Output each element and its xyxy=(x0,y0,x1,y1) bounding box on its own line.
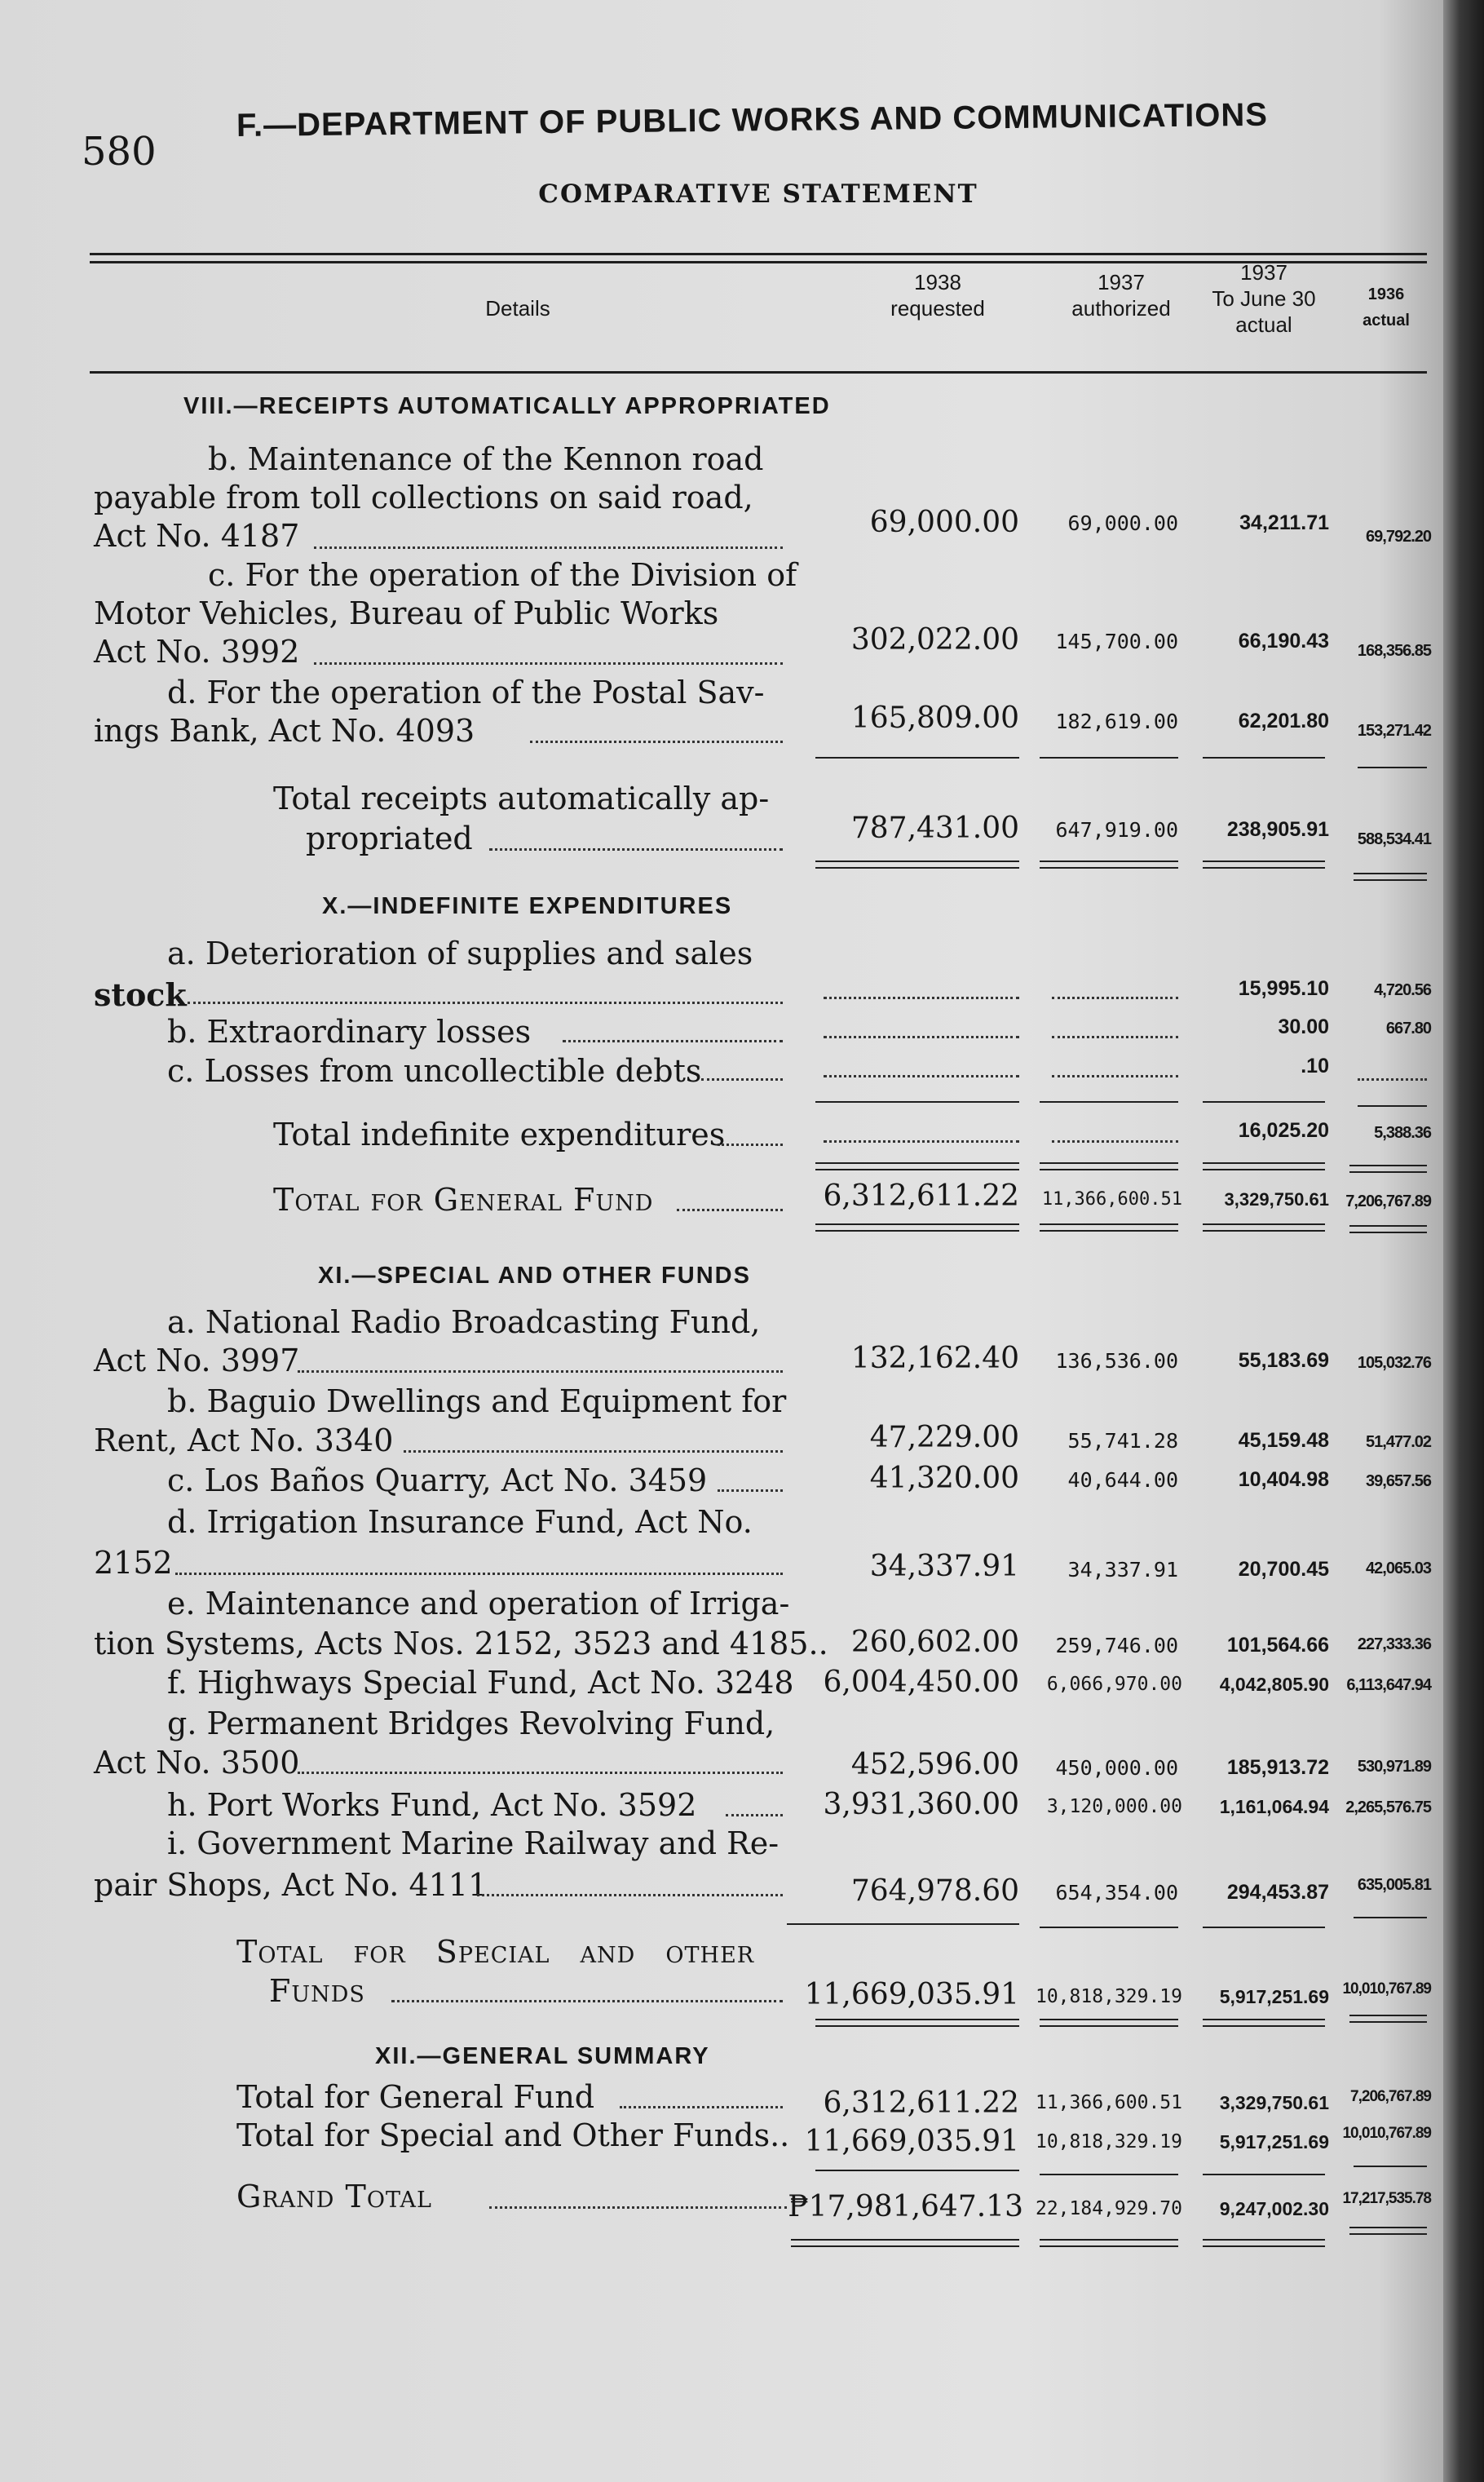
cell-grand-total-1938: ₱17,981,647.13 xyxy=(788,2190,1023,2223)
rule xyxy=(1203,1230,1325,1232)
section-title-x: X.—INDEFINITE EXPENDITURES xyxy=(322,893,733,919)
cell-xi-f-1936-actual: 6,113,647.94 xyxy=(1346,1676,1431,1694)
rule xyxy=(1203,2174,1325,2175)
cell-sum-general-1937-authorized: 11,366,600.51 xyxy=(1035,2092,1182,2113)
leader-dots xyxy=(1052,1140,1178,1143)
cell-x-c-1937-actual: .10 xyxy=(1301,1055,1329,1077)
cell-special-total-1938: 11,669,035.91 xyxy=(804,1978,1019,2011)
row-xi-e-line1: e. Maintenance and operation of Irriga- xyxy=(167,1586,790,1621)
leader-dots xyxy=(620,2106,783,2108)
row-xi-f-line1: f. Highways Special Fund, Act No. 3248 xyxy=(167,1665,794,1701)
row-viii-b-line1: b. Maintenance of the Kennon road xyxy=(208,441,764,477)
leader-dots xyxy=(175,1573,783,1575)
cell-xi-f-1937-actual: 4,042,805.90 xyxy=(1219,1674,1329,1695)
row-viii-c-line3: Act No. 3992 xyxy=(94,634,300,670)
cell-viii-d-1936-actual: 153,271.42 xyxy=(1357,722,1431,740)
rule xyxy=(815,2019,1019,2020)
rule xyxy=(1203,2019,1325,2020)
page-subheader: COMPARATIVE STATEMENT xyxy=(538,179,978,209)
row-grand-total-label: Grand Total xyxy=(236,2179,432,2214)
leader-dots xyxy=(298,1370,783,1373)
rule xyxy=(1040,1230,1178,1232)
cell-viii-b-1936-actual: 69,792.20 xyxy=(1366,528,1431,546)
row-xi-c-line1: c. Los Baños Quarry, Act No. 3459 xyxy=(167,1462,708,1498)
page-header: F.—DEPARTMENT OF PUBLIC WORKS AND COMMUNICATIONS xyxy=(236,96,1269,144)
cell-sum-special-1937-authorized: 10,818,329.19 xyxy=(1035,2131,1182,2152)
leader-dots xyxy=(824,997,1019,999)
cell-viii-d-1937-actual: 62,201.80 xyxy=(1238,710,1329,732)
header-top-rule xyxy=(90,253,1427,255)
rule xyxy=(1349,2233,1427,2235)
leader-dots xyxy=(563,1040,783,1042)
row-viii-b-line2: payable from toll collections on said road, xyxy=(94,480,753,515)
rule xyxy=(815,861,1019,862)
column-header-1938-requested: 1938 requested xyxy=(890,270,985,321)
cell-xi-d-1938: 34,337.91 xyxy=(869,1550,1019,1583)
rule xyxy=(1203,757,1325,759)
row-sum-general-label: Total for General Fund xyxy=(236,2079,595,2115)
row-xi-g-line1: g. Permanent Bridges Revolving Fund, xyxy=(167,1706,775,1741)
cell-xi-b-1937-authorized: 55,741.28 xyxy=(1067,1429,1178,1453)
cell-grand-total-1936-actual: 17,217,535.78 xyxy=(1342,2190,1431,2207)
cell-viii-total-1937-authorized: 647,919.00 xyxy=(1055,818,1178,842)
cell-xi-h-1936-actual: 2,265,576.75 xyxy=(1345,1798,1431,1816)
row-viii-c-line2: Motor Vehicles, Bureau of Public Works xyxy=(94,595,719,631)
cell-xi-a-1937-actual: 55,183.69 xyxy=(1238,1349,1329,1372)
leader-dots xyxy=(298,1772,783,1774)
leader-dots xyxy=(404,1450,783,1453)
cell-viii-total-1936-actual: 588,534.41 xyxy=(1357,830,1431,848)
row-general-fund-label: Total for General Fund xyxy=(273,1182,654,1218)
cell-grand-total-1937-actual: 9,247,002.30 xyxy=(1219,2198,1329,2219)
rule xyxy=(815,1230,1019,1232)
rule xyxy=(1040,2019,1178,2020)
page-binding-edge xyxy=(1443,0,1484,2482)
cell-viii-d-1937-authorized: 182,619.00 xyxy=(1055,710,1178,733)
cell-xi-g-1937-actual: 185,913.72 xyxy=(1226,1756,1329,1779)
section-title-xii: XII.—GENERAL SUMMARY xyxy=(375,2043,710,2069)
column-header-details: Details xyxy=(485,296,550,321)
leader-dots xyxy=(1052,1075,1178,1077)
rule xyxy=(815,1101,1019,1103)
row-viii-d-line2: ings Bank, Act No. 4093 xyxy=(94,713,475,749)
row-xi-i-line1: i. Government Marine Railway and Re- xyxy=(167,1825,780,1861)
cell-xi-i-1937-actual: 294,453.87 xyxy=(1226,1881,1329,1904)
cell-xi-c-1937-actual: 10,404.98 xyxy=(1238,1468,1329,1491)
cell-xi-i-1936-actual: 635,005.81 xyxy=(1357,1876,1431,1894)
cell-viii-c-1937-actual: 66,190.43 xyxy=(1238,630,1329,653)
leader-dots xyxy=(188,1002,783,1004)
rule xyxy=(815,2025,1019,2027)
cell-xi-g-1936-actual: 530,971.89 xyxy=(1357,1758,1431,1776)
row-xi-b-line1: b. Baguio Dwellings and Equipment for xyxy=(167,1383,787,1419)
cell-xi-e-1938: 260,602.00 xyxy=(850,1626,1019,1659)
rule xyxy=(1203,2239,1325,2241)
rule xyxy=(815,757,1019,759)
cell-xi-d-1936-actual: 42,065.03 xyxy=(1366,1560,1431,1577)
cell-sum-special-1938: 11,669,035.91 xyxy=(804,2125,1019,2158)
cell-xi-b-1936-actual: 51,477.02 xyxy=(1366,1433,1431,1451)
rule xyxy=(1203,1162,1325,1164)
leader-dots xyxy=(701,1078,783,1081)
row-special-total-line2: Funds xyxy=(269,1973,365,2009)
cell-xi-h-1937-actual: 1,161,064.94 xyxy=(1219,1796,1329,1817)
rule xyxy=(1349,1171,1427,1173)
leader-dots xyxy=(718,1144,783,1146)
rule xyxy=(815,867,1019,869)
cell-xi-c-1936-actual: 39,657.56 xyxy=(1366,1472,1431,1490)
cell-special-total-1937-actual: 5,917,251.69 xyxy=(1219,1986,1329,2007)
rule xyxy=(1040,867,1178,869)
row-xi-i-line2: pair Shops, Act No. 4111 xyxy=(94,1867,488,1903)
rule xyxy=(815,1162,1019,1164)
rule xyxy=(1040,1101,1178,1103)
column-header-1936-actual: 1936 actual xyxy=(1363,285,1410,330)
cell-viii-c-1938: 302,022.00 xyxy=(850,623,1019,657)
cell-general-fund-1937-actual: 3,329,750.61 xyxy=(1224,1189,1329,1210)
cell-xi-c-1937-authorized: 40,644.00 xyxy=(1067,1468,1178,1492)
rule xyxy=(1349,1225,1427,1227)
cell-xi-e-1937-actual: 101,564.66 xyxy=(1226,1634,1329,1657)
cell-xi-a-1937-authorized: 136,536.00 xyxy=(1055,1349,1178,1373)
rule xyxy=(1349,2015,1427,2016)
rule xyxy=(1040,757,1178,759)
rule xyxy=(787,1923,1019,1925)
rule xyxy=(1349,1232,1427,1233)
leader-dots xyxy=(530,741,783,743)
rule xyxy=(1203,1927,1325,1928)
row-sum-special-label: Total for Special and Other Funds.. xyxy=(236,2117,790,2153)
rule xyxy=(1203,1223,1325,1225)
cell-xi-g-1937-authorized: 450,000.00 xyxy=(1055,1756,1178,1780)
row-x-a-line2: stock xyxy=(94,976,187,1013)
cell-xi-d-1937-actual: 20,700.45 xyxy=(1238,1558,1329,1581)
cell-sum-general-1936-actual: 7,206,767.89 xyxy=(1350,2088,1431,2105)
row-xi-h-line1: h. Port Works Fund, Act No. 3592 xyxy=(167,1787,697,1823)
cell-sum-general-1938: 6,312,611.22 xyxy=(823,2086,1019,2120)
cell-viii-c-1937-authorized: 145,700.00 xyxy=(1055,630,1178,653)
rule xyxy=(1203,1169,1325,1170)
cell-viii-c-1936-actual: 168,356.85 xyxy=(1357,642,1431,660)
section-title-xi: XI.—SPECIAL AND OTHER FUNDS xyxy=(318,1263,751,1289)
cell-sum-special-1937-actual: 5,917,251.69 xyxy=(1219,2131,1329,2152)
cell-xi-f-1938: 6,004,450.00 xyxy=(823,1666,1019,1699)
column-header-1937-authorized: 1937 authorized xyxy=(1071,270,1171,321)
rule xyxy=(791,2245,1019,2247)
rule xyxy=(791,2239,1019,2241)
rule xyxy=(1354,879,1427,881)
row-viii-c-line1: c. For the operation of the Division of xyxy=(208,557,797,593)
rule xyxy=(1040,2239,1178,2241)
cell-general-fund-1937-authorized: 11,366,600.51 xyxy=(1041,1189,1182,1210)
cell-xi-d-1937-authorized: 34,337.91 xyxy=(1067,1558,1178,1582)
row-x-b-line1: b. Extraordinary losses xyxy=(167,1014,532,1050)
leader-dots xyxy=(718,1489,783,1492)
leader-dots xyxy=(824,1075,1019,1077)
cell-xi-i-1937-authorized: 654,354.00 xyxy=(1055,1881,1178,1905)
cell-xi-a-1936-actual: 105,032.76 xyxy=(1357,1354,1431,1372)
row-viii-total-line2: propriated xyxy=(306,821,473,856)
cell-xi-b-1938: 47,229.00 xyxy=(869,1421,1019,1454)
cell-xi-h-1938: 3,931,360.00 xyxy=(823,1788,1019,1821)
rule xyxy=(1203,2245,1325,2247)
row-viii-b-line3: Act No. 4187 xyxy=(94,518,300,554)
rule xyxy=(1040,1169,1178,1170)
cell-sum-general-1937-actual: 3,329,750.61 xyxy=(1219,2092,1329,2113)
rule xyxy=(1040,2245,1178,2247)
cell-x-b-1936-actual: 667.80 xyxy=(1385,1020,1431,1037)
leader-dots xyxy=(489,848,783,851)
cell-xi-e-1936-actual: 227,333.36 xyxy=(1357,1635,1431,1653)
rule xyxy=(1349,1165,1427,1166)
leader-dots xyxy=(677,1209,783,1211)
leader-dots xyxy=(391,2000,783,2002)
leader-dots xyxy=(824,1036,1019,1038)
rule xyxy=(1040,861,1178,862)
leader-dots xyxy=(314,662,783,665)
rule xyxy=(815,2170,1019,2171)
row-viii-d-line1: d. For the operation of the Postal Sav- xyxy=(167,675,765,710)
cell-general-fund-1936-actual: 7,206,767.89 xyxy=(1345,1192,1431,1210)
row-xi-e-line2: tion Systems, Acts Nos. 2152, 3523 and 4185.. xyxy=(94,1626,828,1661)
cell-sum-special-1936-actual: 10,010,767.89 xyxy=(1342,2125,1431,2142)
row-viii-total-line1: Total receipts automatically ap- xyxy=(273,781,770,816)
cell-xi-f-1937-authorized: 6,066,970.00 xyxy=(1046,1674,1182,1695)
cell-viii-d-1938: 165,809.00 xyxy=(850,701,1019,735)
column-header-1937-to-june-30: 1937 To June 30 actual xyxy=(1212,260,1316,337)
leader-dots xyxy=(489,2206,787,2209)
row-x-total-line1: Total indefinite expenditures xyxy=(273,1117,726,1153)
rule xyxy=(1354,2166,1427,2167)
leader-dots xyxy=(726,1814,783,1816)
cell-viii-b-1937-actual: 34,211.71 xyxy=(1239,511,1329,534)
cell-xi-a-1938: 132,162.40 xyxy=(850,1342,1019,1375)
cell-xi-b-1937-actual: 45,159.48 xyxy=(1238,1429,1329,1452)
cell-x-total-1937-actual: 16,025.20 xyxy=(1238,1119,1329,1142)
rule xyxy=(1040,1927,1178,1928)
header-bottom-rule xyxy=(90,371,1427,374)
leader-dots xyxy=(1052,1036,1178,1038)
row-xi-d-line1: d. Irrigation Insurance Fund, Act No. xyxy=(167,1504,753,1540)
cell-general-fund-1938: 6,312,611.22 xyxy=(823,1179,1019,1213)
section-title-viii: VIII.—RECEIPTS AUTOMATICALLY APPROPRIATED xyxy=(183,393,831,419)
rule xyxy=(1040,1162,1178,1164)
cell-viii-b-1937-authorized: 69,000.00 xyxy=(1067,511,1178,535)
cell-special-total-1936-actual: 10,010,767.89 xyxy=(1342,1980,1431,1998)
cell-special-total-1937-authorized: 10,818,329.19 xyxy=(1035,1986,1182,2007)
leader-dots xyxy=(824,1140,1019,1143)
rule xyxy=(815,1223,1019,1225)
rule xyxy=(1354,1917,1427,1918)
rule xyxy=(1203,861,1325,862)
cell-x-a-1937-actual: 15,995.10 xyxy=(1238,977,1329,1000)
rule xyxy=(1358,767,1427,768)
rule xyxy=(1349,2021,1427,2023)
page-number: 580 xyxy=(82,129,157,175)
leader-dots xyxy=(1052,997,1178,999)
cell-viii-b-1938: 69,000.00 xyxy=(869,506,1019,539)
rule xyxy=(1203,2025,1325,2027)
leader-dots xyxy=(477,1894,783,1896)
rule xyxy=(1358,1105,1427,1107)
rule xyxy=(1349,2227,1427,2228)
cell-xi-i-1938: 764,978.60 xyxy=(850,1874,1019,1908)
row-xi-a-line1: a. National Radio Broadcasting Fund, xyxy=(167,1304,761,1340)
row-xi-a-line2: Act No. 3997 xyxy=(94,1343,300,1378)
cell-xi-c-1938: 41,320.00 xyxy=(869,1462,1019,1495)
row-xi-b-line2: Rent, Act No. 3340 xyxy=(94,1422,394,1458)
rule xyxy=(1203,1101,1325,1103)
rule xyxy=(1040,2025,1178,2027)
cell-x-b-1937-actual: 30.00 xyxy=(1278,1015,1329,1038)
cell-x-a-1936-actual: 4,720.56 xyxy=(1374,981,1431,999)
rule xyxy=(1040,1223,1178,1225)
cell-xi-h-1937-authorized: 3,120,000.00 xyxy=(1046,1796,1182,1817)
rule xyxy=(1040,2174,1178,2175)
row-xi-g-line2: Act No. 3500 xyxy=(94,1745,300,1781)
row-x-c-line1: c. Losses from uncollectible debts xyxy=(167,1053,702,1089)
cell-grand-total-1937-authorized: 22,184,929.70 xyxy=(1035,2198,1182,2219)
cell-x-total-1936-actual: 5,388.36 xyxy=(1374,1124,1431,1142)
cell-xi-g-1938: 452,596.00 xyxy=(850,1748,1019,1781)
leader-dots xyxy=(1358,1078,1427,1081)
rule xyxy=(815,1169,1019,1170)
rule xyxy=(1203,867,1325,869)
row-special-total-line1: Total for Special and other xyxy=(236,1934,755,1970)
leader-dots xyxy=(314,546,783,549)
cell-viii-total-1938: 787,431.00 xyxy=(850,812,1019,845)
cell-xi-e-1937-authorized: 259,746.00 xyxy=(1055,1634,1178,1657)
cell-viii-total-1937-actual: 238,905.91 xyxy=(1226,818,1329,841)
rule xyxy=(1354,873,1427,874)
row-x-a-line1: a. Deterioration of supplies and sales xyxy=(167,936,753,971)
row-xi-d-line2: 2152 xyxy=(94,1545,173,1581)
